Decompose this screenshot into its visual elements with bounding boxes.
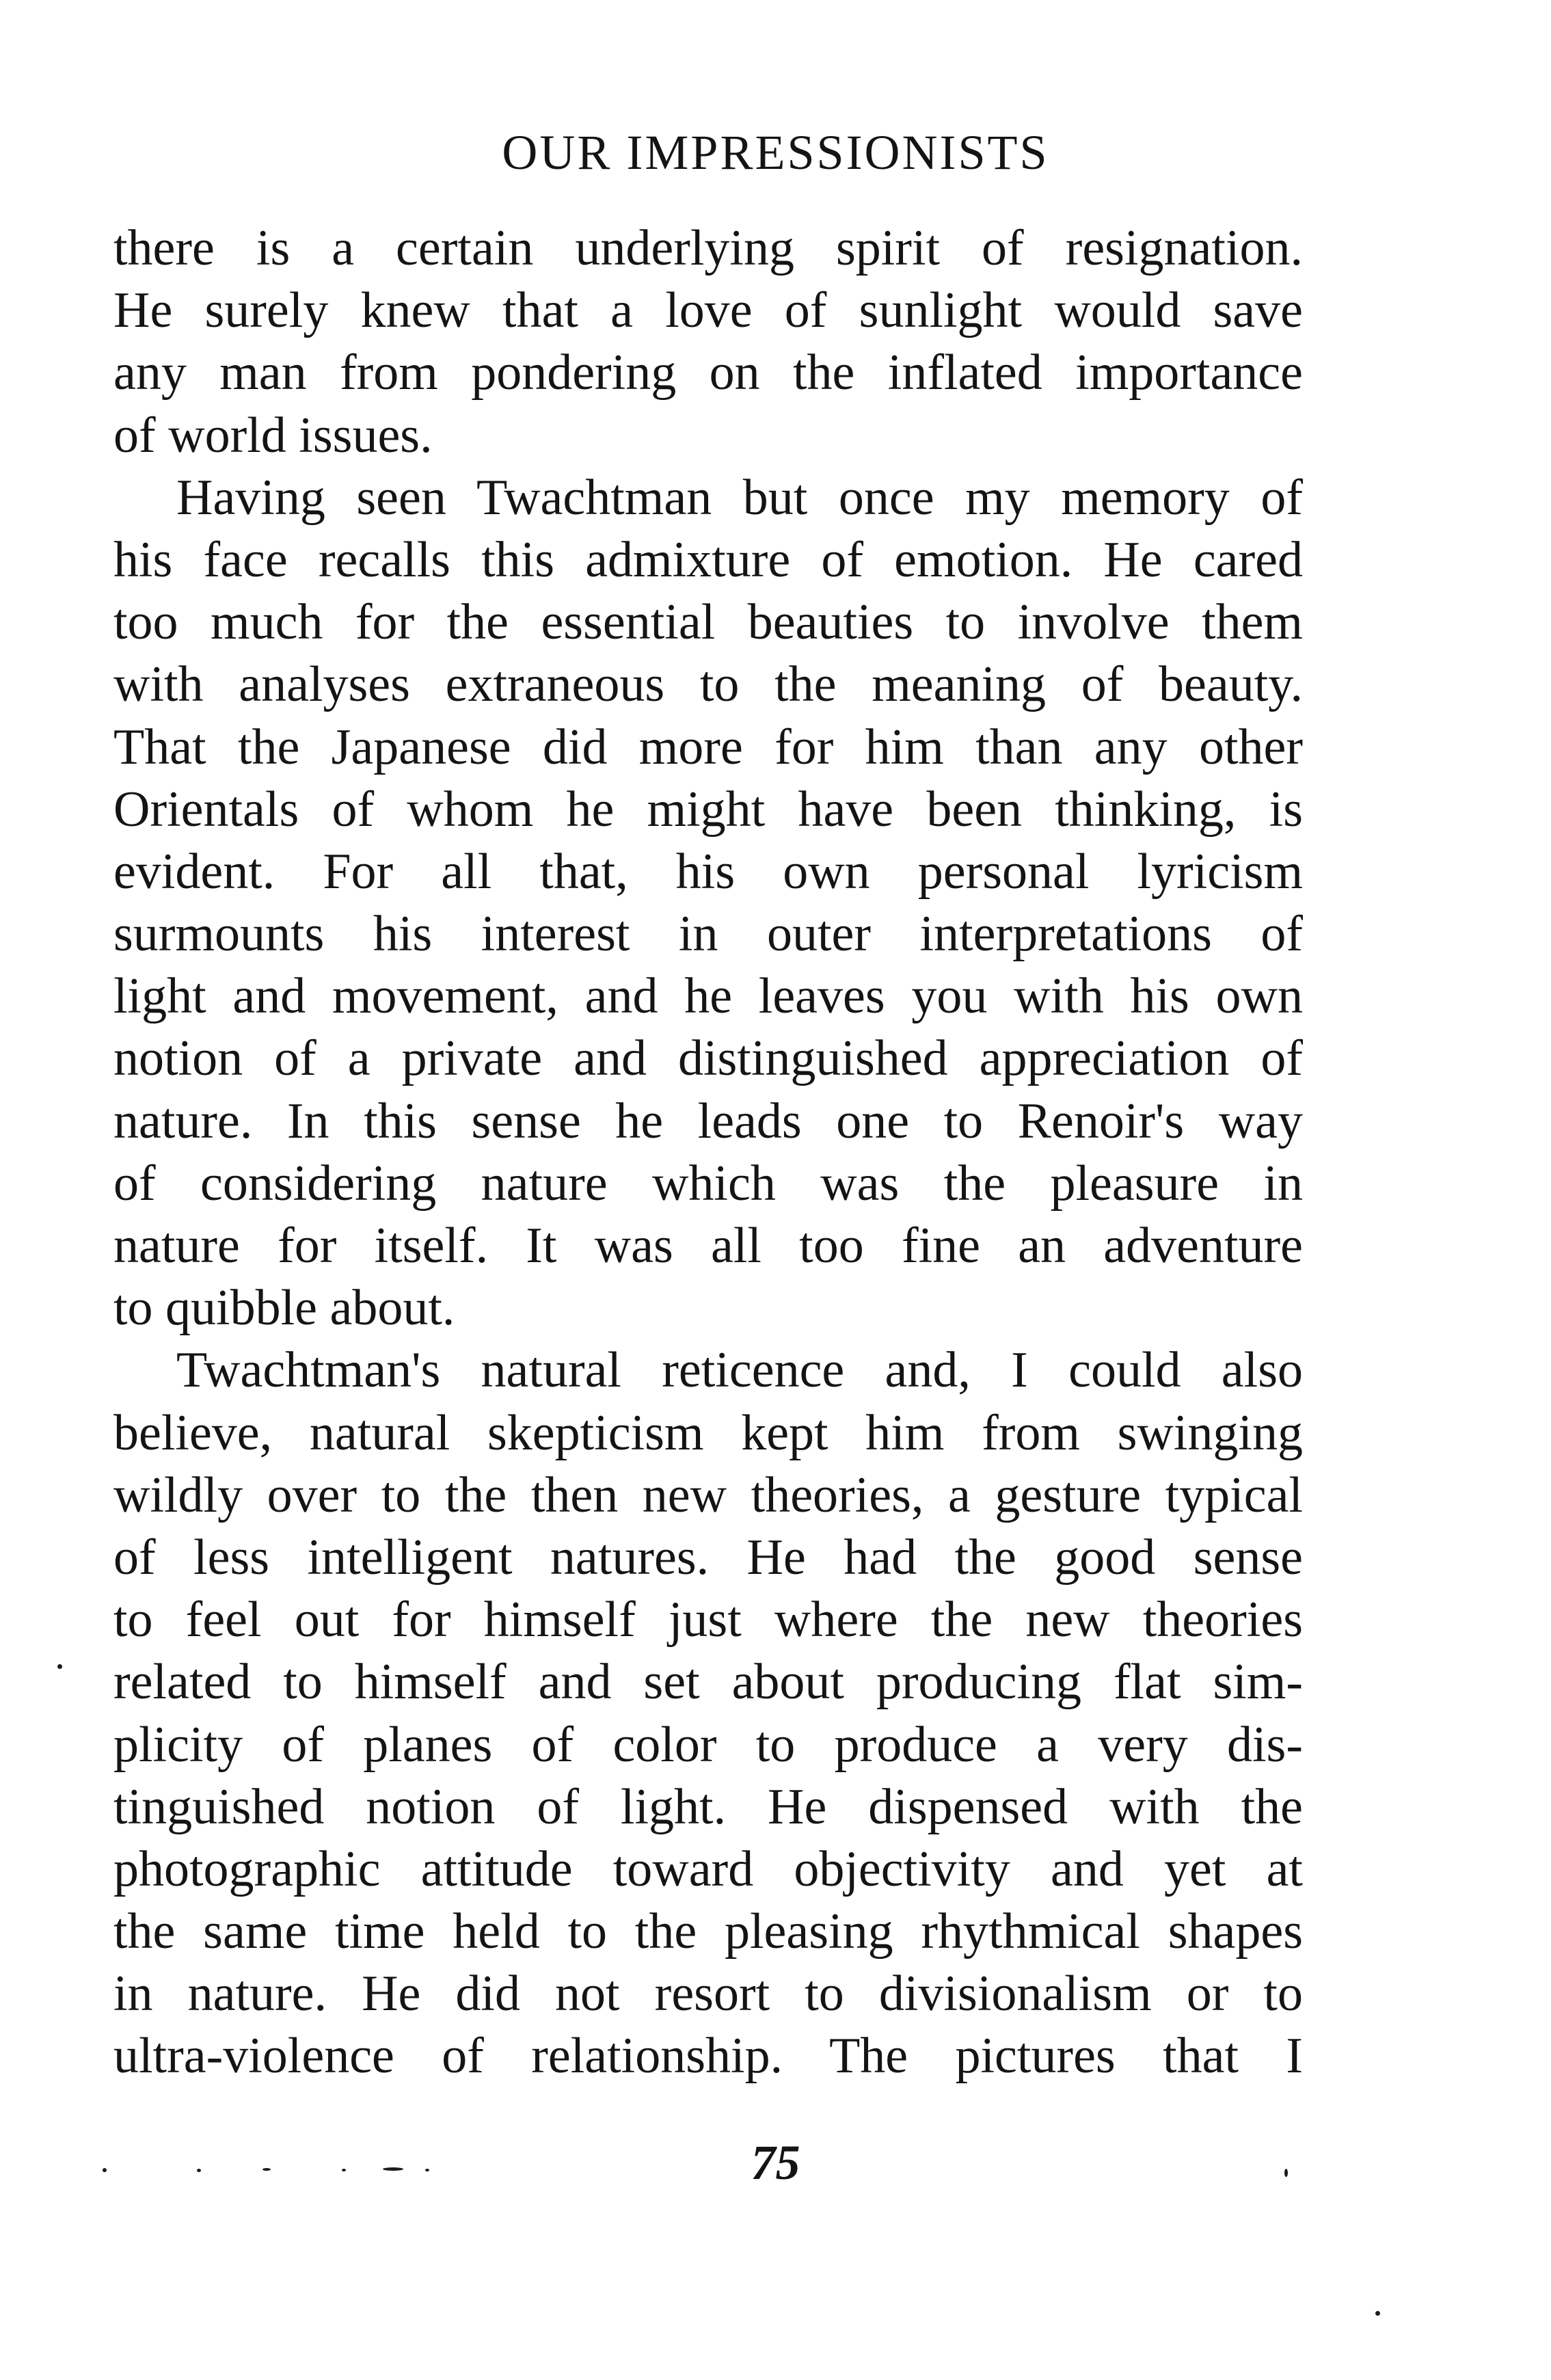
scan-speck [1284, 2169, 1288, 2177]
text-line: his face recalls this admixture of emotion. He cared [113, 531, 1303, 588]
text-line: to feel out for himself just where the new theories [113, 1592, 1303, 1648]
text-line: of less intelligent natures. He had the good sense [113, 1529, 1303, 1586]
text-line: evident. For all that, his own personal lyricism [113, 843, 1303, 900]
text-line: Orientals of whom he might have been thinking, is [113, 781, 1303, 838]
paragraph-1 [113, 217, 1303, 467]
text-line: tinguished notion of light. He dispensed with the [113, 1778, 1303, 1835]
scan-speck [425, 2169, 429, 2171]
text-line: the same time held to the pleasing rhythmical shapes [113, 1903, 1303, 1960]
scan-speck [342, 2169, 346, 2171]
text-line: photographic attitude toward objectivity and yet at [113, 1841, 1303, 1897]
text-line: related to himself and set about producing flat sim- [113, 1654, 1303, 1711]
text-line: of world issues. [113, 407, 433, 464]
text-line: Twachtman's natural reticence and, I could also [176, 1342, 1303, 1399]
text-line: surmounts his interest in outer interpretations of [113, 906, 1303, 963]
running-head: OUR IMPRESSIONISTS [502, 125, 1049, 180]
paragraph-3 [113, 1339, 1303, 2087]
page-number: 75 [751, 2135, 800, 2190]
text-line: wildly over to the then new theories, a gesture typical [113, 1467, 1303, 1523]
scan-speck [197, 2169, 201, 2172]
text-line: plicity of planes of color to produce a very dis- [113, 1716, 1303, 1773]
text-line: That the Japanese did more for him than any other [113, 719, 1303, 775]
scan-speck [1375, 2311, 1380, 2316]
body-text [113, 217, 1303, 2088]
paragraph-2 [113, 467, 1303, 1340]
text-line: notion of a private and distinguished appreciation of [113, 1030, 1303, 1087]
text-line: nature. In this sense he leads one to Renoir's way [113, 1093, 1303, 1149]
text-line: Having seen Twachtman but once my memory of [176, 469, 1303, 526]
text-line: nature for itself. It was all too fine an adventure [113, 1218, 1303, 1274]
text-line: light and movement, and he leaves you with his own [113, 968, 1303, 1025]
text-line: He surely knew that a love of sunlight would save [113, 282, 1303, 339]
scan-speck [103, 2168, 107, 2172]
text-line: in nature. He did not resort to divisionalism or to [113, 1966, 1303, 2022]
scan-speck [262, 2168, 271, 2171]
text-line: too much for the essential beauties to involve them [113, 594, 1303, 651]
text-line: with analyses extraneous to the meaning of beauty. [113, 656, 1303, 713]
text-line: ultra-violence of relationship. The pictures that I [113, 2028, 1303, 2085]
scan-speck [57, 1664, 62, 1669]
text-line: any man from pondering on the inflated importance [113, 345, 1303, 401]
text-line: there is a certain underlying spirit of resignation. [113, 220, 1303, 276]
text-line: of considering nature which was the pleasure in [113, 1155, 1303, 1212]
text-line: to quibble about. [113, 1280, 455, 1337]
scan-speck [383, 2167, 403, 2171]
text-line: believe, natural skepticism kept him from swinging [113, 1404, 1303, 1461]
